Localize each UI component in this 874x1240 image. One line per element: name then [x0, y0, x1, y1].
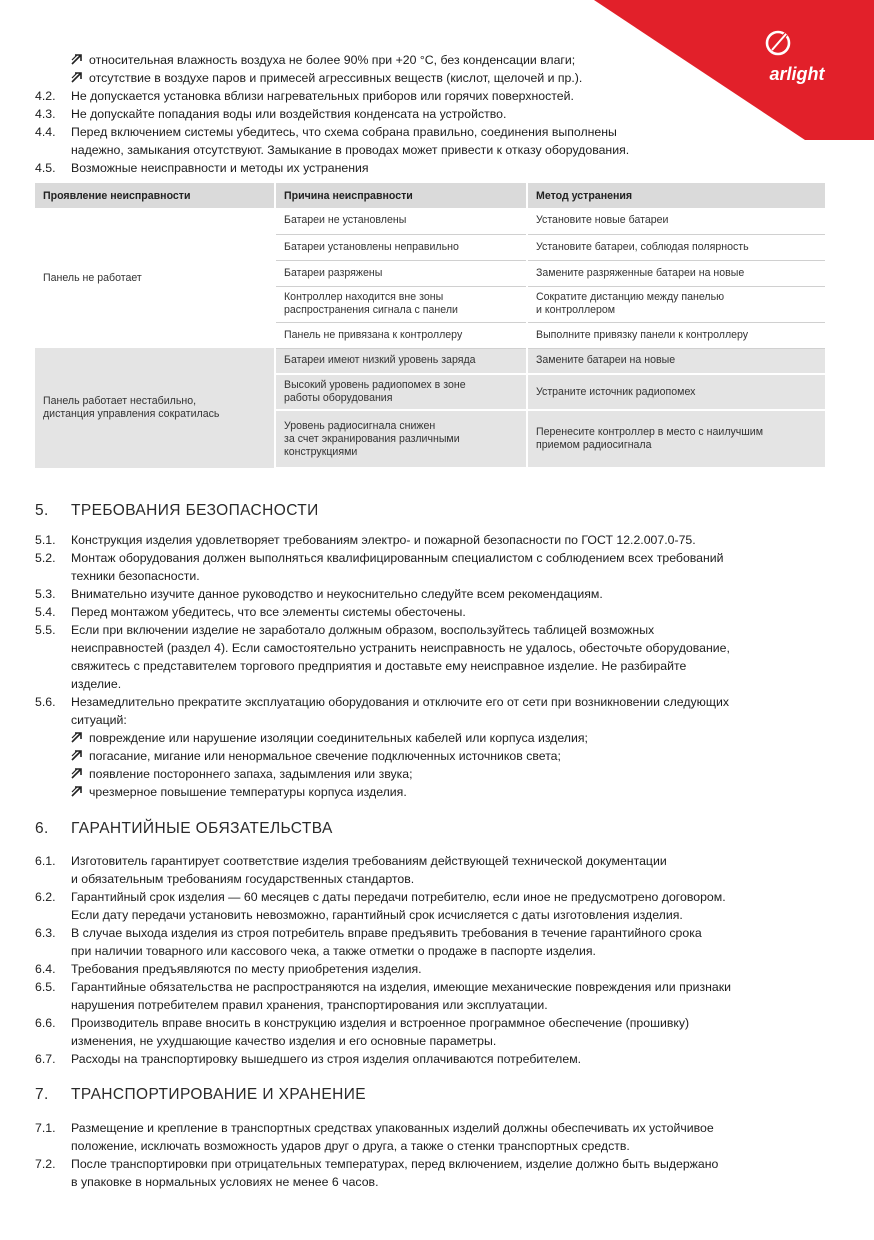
table-row [35, 348, 826, 374]
cause-cell: Батареи разряжены [275, 260, 527, 286]
arrow-bullet-icon [71, 71, 83, 83]
cause-cell: Высокий уровень радиопомех в зоне работы оборудования [275, 374, 527, 410]
fix-cell: Устраните источник радиопомех [527, 374, 826, 410]
column-header-symptom: Проявление неисправности [35, 183, 275, 208]
fix-cell: Сократите дистанцию между панелью и контроллером [527, 286, 826, 322]
cause-cell: Панель не привязана к контроллеру [275, 322, 527, 348]
bullet-item: появление постороннего запаха, задымления или звука; [71, 766, 413, 783]
cause-cell: Батареи имеют низкий уровень заряда [275, 348, 527, 374]
fix-cell: Установите батареи, соблюдая полярность [527, 234, 826, 260]
bullet-item: повреждение или нарушение изоляции соединительных кабелей или корпуса изделия; [71, 730, 588, 747]
brand-corner [594, 0, 874, 140]
arrow-bullet-icon [71, 767, 83, 779]
arrow-bullet-icon [71, 785, 83, 797]
logo-text: arlight [769, 64, 825, 84]
column-header-fix: Метод устранения [527, 183, 826, 208]
cause-cell: Батареи установлены неправильно [275, 234, 527, 260]
fix-cell: Перенесите контроллер в место с наилучшим приемом радиосигнала [527, 410, 826, 468]
symptom-cell: Панель не работает [35, 208, 275, 348]
column-header-cause: Причина неисправности [275, 183, 527, 208]
bullet-item: относительная влажность воздуха не более 90% при +20 °С, без конденсации влаги; [71, 52, 575, 69]
table-header-row [35, 183, 826, 208]
arrow-bullet-icon [71, 749, 83, 761]
cause-cell: Уровень радиосигнала снижен за счет экранирования различными конструкциями [275, 410, 527, 468]
fix-cell: Установите новые батареи [527, 208, 826, 234]
arrow-bullet-icon [71, 731, 83, 743]
faults-table [35, 183, 827, 469]
fix-cell: Замените разряженные батареи на новые [527, 260, 826, 286]
bullet-item: погасание, мигание или ненормальное свечение подключенных источников света; [71, 748, 561, 765]
bullet-item: чрезмерное повышение температуры корпуса изделия. [71, 784, 407, 801]
cause-cell: Контроллер находится вне зоны распространения сигнала с панели [275, 286, 527, 322]
bullet-item: отсутствие в воздухе паров и примесей агрессивных веществ (кислот, щелочей и пр.). [71, 70, 582, 87]
symptom-cell: Панель работает нестабильно, дистанция управления сократилась [35, 348, 275, 468]
cause-cell: Батареи не установлены [275, 208, 527, 234]
fix-cell: Замените батареи на новые [527, 348, 826, 374]
arrow-bullet-icon [71, 53, 83, 65]
brand-triangle [594, 0, 874, 140]
fix-cell: Выполните привязку панели к контроллеру [527, 322, 826, 348]
table-row [35, 208, 826, 234]
